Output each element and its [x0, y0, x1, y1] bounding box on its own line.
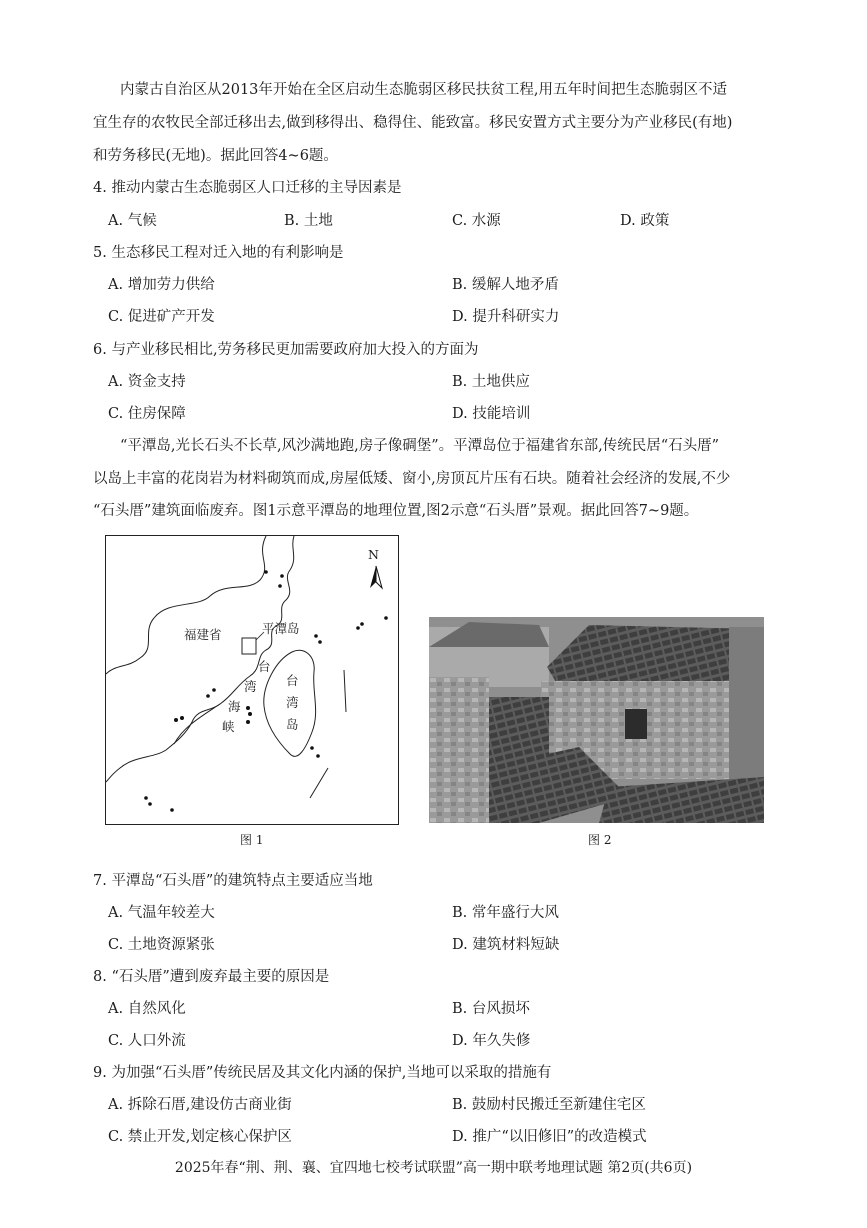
north-arrow-icon [370, 566, 382, 588]
label-strait-1: 台 [258, 659, 271, 674]
label-taiwan-1: 台 [286, 673, 299, 688]
label-pingtan: 平潭岛 [262, 621, 300, 636]
q4-option-b: B. 土地 [284, 213, 333, 229]
q4-option-d: D. 政策 [620, 213, 670, 229]
passage2-line2: 以岛上丰富的花岗岩为材料砌筑而成,房屋低矮、窗小,房顶瓦片压有石块。随着社会经济的发展,不少 [93, 471, 731, 487]
passage2-line3: “石头厝”建筑面临废弃。图1示意平潭岛的地理位置,图2示意“石头厝”景观。据此回答7~9题。 [93, 503, 699, 519]
q6-option-c: C. 住房保障 [108, 406, 186, 422]
passage1-line1: 内蒙古自治区从2013年开始在全区启动生态脆弱区移民扶贫工程,用五年时间把生态脆弱区不适 [120, 82, 728, 98]
q8-option-b: B. 台风损坏 [452, 1001, 530, 1017]
label-taiwan-3: 岛 [286, 717, 299, 732]
label-strait-4: 峡 [222, 719, 235, 734]
q6-option-d: D. 技能培训 [452, 406, 531, 422]
question-5-stem: 5. 生态移民工程对迁入地的有利影响是 [93, 245, 344, 261]
passage2-line1: “平潭岛,光长石头不长草,风沙满地跑,房子像碉堡”。平潭岛位于福建省东部,传统民居“石头厝” [120, 438, 720, 454]
q4-option-a: A. 气候 [108, 213, 157, 229]
label-strait-3: 海 [228, 699, 241, 714]
q9-option-a: A. 拆除石厝,建设仿古商业街 [108, 1097, 292, 1113]
q5-option-d: D. 提升科研实力 [452, 309, 560, 325]
passage1-line2: 宜生存的农牧民全部迁移出去,做到移得出、稳得住、能致富。移民安置方式主要分为产业移民(有地) [93, 115, 733, 131]
north-label: N [368, 547, 379, 562]
q5-option-b: B. 缓解人地矛盾 [452, 277, 559, 293]
label-fujian: 福建省 [184, 627, 222, 642]
q9-option-c: C. 禁止开发,划定核心保护区 [108, 1129, 292, 1145]
q8-option-d: D. 年久失修 [452, 1033, 531, 1049]
question-8-stem: 8. “石头厝”遭到废弃最主要的原因是 [93, 969, 330, 985]
q5-option-a: A. 增加劳力供给 [108, 277, 215, 293]
q8-option-c: C. 人口外流 [108, 1033, 186, 1049]
figure-1-caption: 图 1 [240, 833, 264, 847]
question-6-stem: 6. 与产业移民相比,劳务移民更加需要政府加大投入的方面为 [93, 342, 479, 358]
q6-option-b: B. 土地供应 [452, 374, 530, 390]
q6-option-a: A. 资金支持 [108, 374, 186, 390]
page-footer: 2025年春“荆、荆、襄、宜四地七校考试联盟”高一期中联考地理试题 第2页(共6页) [174, 1160, 693, 1176]
question-7-stem: 7. 平潭岛“石头厝”的建筑特点主要适应当地 [93, 873, 373, 889]
label-strait-2: 湾 [244, 679, 257, 694]
question-9-stem: 9. 为加强“石头厝”传统民居及其文化内涵的保护,当地可以采取的措施有 [93, 1065, 552, 1081]
island-dots [144, 570, 388, 812]
q7-option-b: B. 常年盛行大风 [452, 905, 559, 921]
figure-2-caption: 图 2 [588, 833, 612, 847]
q7-option-c: C. 土地资源紧张 [108, 937, 215, 953]
q9-option-d: D. 推广“以旧修旧”的改造模式 [452, 1129, 647, 1145]
q4-option-c: C. 水源 [452, 213, 501, 229]
q9-option-b: B. 鼓励村民搬迁至新建住宅区 [452, 1097, 646, 1113]
q5-option-c: C. 促进矿产开发 [108, 309, 215, 325]
q7-option-a: A. 气温年较差大 [108, 905, 215, 921]
label-taiwan-2: 湾 [286, 695, 299, 710]
q8-option-a: A. 自然风化 [108, 1001, 186, 1017]
figure-1-map [105, 535, 399, 825]
q7-option-d: D. 建筑材料短缺 [452, 937, 560, 953]
question-4-stem: 4. 推动内蒙古生态脆弱区人口迁移的主导因素是 [93, 180, 402, 196]
passage1-line3: 和劳务移民(无地)。据此回答4~6题。 [93, 148, 338, 164]
figure-2-photo [429, 617, 764, 823]
